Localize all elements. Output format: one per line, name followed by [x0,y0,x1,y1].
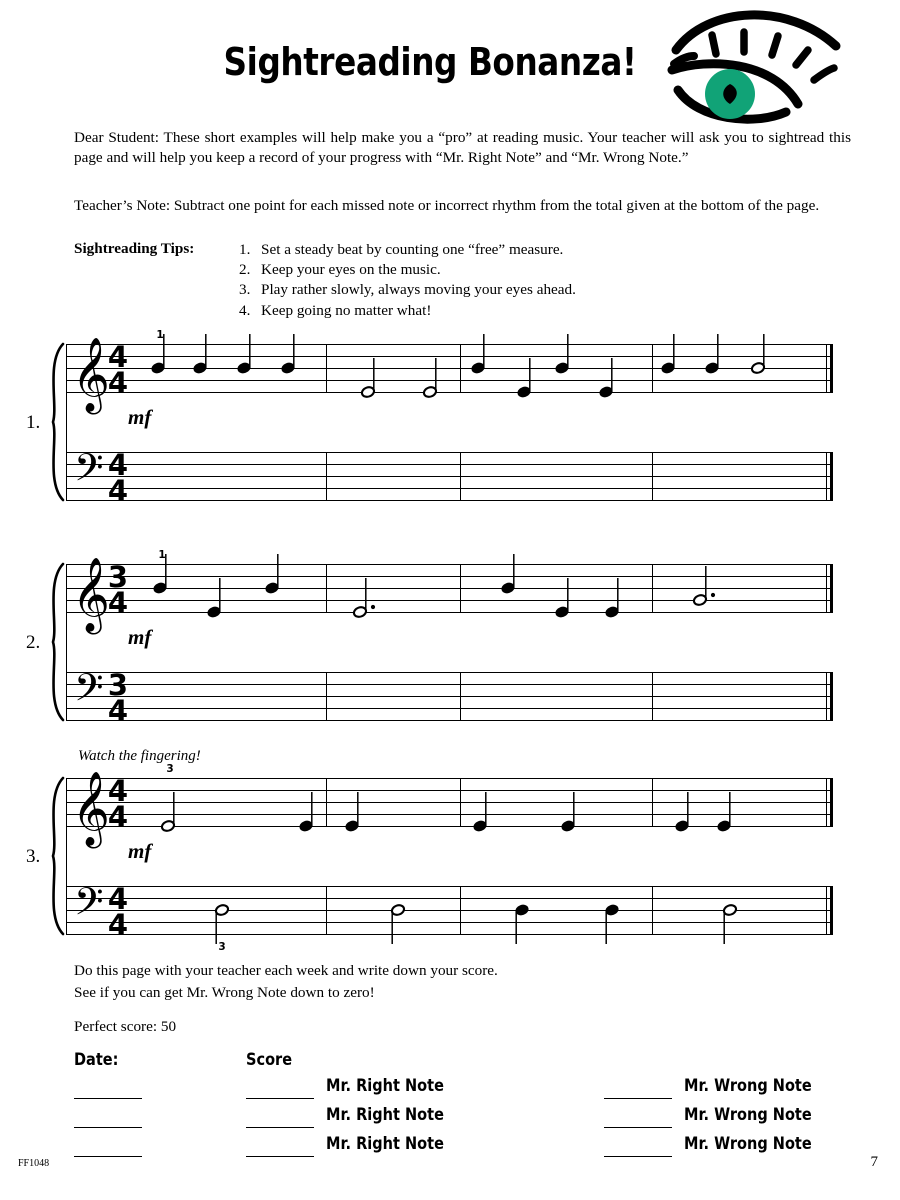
score-sheet-header [74,1050,864,1076]
date-blank[interactable] [74,1156,142,1157]
right-note-score-blank[interactable] [246,1127,314,1128]
right-note-score-blank[interactable] [246,1156,314,1157]
fingering-number-below: 3 [218,941,226,953]
treble-note [555,578,570,618]
augmentation-dot [711,593,715,597]
augmentation-dot [371,605,375,609]
system-number: 1. [26,412,41,433]
right-note-label: Mr. Right Note [326,1134,444,1153]
treble-clef-icon: 𝄞 [72,338,110,412]
bass-time-signature-denominator: 4 [107,474,129,508]
system-number: 2. [26,632,41,653]
treble-note [661,334,676,374]
closing-text [74,960,498,1003]
tips-item-text: Keep your eyes on the music. [261,261,441,279]
system-number: 3. [26,846,41,867]
treble-clef-icon: 𝄞 [72,772,110,846]
bass-time-signature-numerator: 3 [107,668,129,702]
intro-paragraph-2: Teacher’s Note: Subtract one point for each missed note or incorrect rhythm from the total given at the bottom of the page. [74,197,820,214]
tips-item-text: Set a steady beat by counting one “free” measure. [261,241,564,258]
music-system-1 [0,329,900,521]
score-rows [74,1076,864,1163]
wrong-note-score-blank[interactable] [604,1156,672,1157]
grand-staff-brace [53,564,63,720]
treble-note [501,554,516,594]
dynamic-marking: mf [128,405,152,429]
treble-note [281,334,296,374]
wrong-note-label: Mr. Wrong Note [684,1134,812,1153]
treble-note [599,358,614,398]
treble-note [193,334,208,374]
bass-clef-icon: 𝄢 [74,879,104,933]
tips-list [239,240,576,321]
music-system-2 [0,549,900,741]
tips-item-number: 4. [239,301,251,319]
wrong-note-score-blank[interactable] [604,1127,672,1128]
treble-time-signature-denominator: 4 [107,800,129,834]
treble-note [345,792,360,832]
score-row [74,1105,864,1134]
tips-item [239,280,576,300]
tips-item-number: 1. [239,241,251,258]
treble-note [161,792,176,832]
right-note-label: Mr. Right Note [326,1076,444,1095]
score-header: Score [246,1050,293,1069]
right-note-score-blank[interactable] [246,1098,314,1099]
treble-note [237,334,252,374]
dynamic-marking: mf [128,839,152,863]
bass-note [515,904,530,944]
bass-note [215,904,230,944]
treble-note [299,792,314,832]
tips-item-number: 3. [239,281,251,299]
tips-label: Sightreading Tips: [74,240,195,257]
bass-note [605,904,620,944]
treble-note [361,358,376,398]
treble-note [207,578,222,618]
treble-note [751,334,766,374]
music-system-3 [0,748,900,955]
page-number: 7 [870,1154,878,1170]
treble-note [717,792,732,832]
tips-item-text: Play rather slowly, always moving your eyes ahead. [261,281,576,299]
date-header: Date: [74,1050,119,1069]
wrong-note-label: Mr. Wrong Note [684,1076,812,1095]
treble-time-signature-denominator: 4 [107,586,129,620]
right-note-label: Mr. Right Note [326,1105,444,1124]
page-title: Sightreading Bonanza! [223,40,637,84]
closing-line-2: See if you can get Mr. Wrong Note down to zero! [74,983,375,1001]
grand-staff-brace [53,778,63,934]
bass-time-signature-numerator: 4 [107,448,129,482]
treble-note [705,334,720,374]
intro-paragraph-1: Dear Student: These short examples will help make you a “pro” at reading music. Your teacher will ask you to sightread this page and will help you keep a record of your progress with “Mr. Right Note” and “Mr. Wrong Note.” [74,129,851,166]
date-blank[interactable] [74,1127,142,1128]
treble-note [471,334,486,374]
perfect-score-text: Perfect score: 50 [74,1018,177,1035]
fingering-number-above: 1 [156,329,164,341]
fingering-number-above: 3 [166,763,174,775]
treble-note [423,358,438,398]
tips-item-text: Keep going no matter what! [261,301,432,319]
treble-note [473,792,488,832]
tips-item-number: 2. [239,261,251,279]
score-row [74,1076,864,1105]
bass-time-signature-denominator: 4 [107,694,129,728]
page-header [0,0,900,125]
grand-staff-brace [53,344,63,500]
treble-time-signature-numerator: 4 [107,774,129,808]
treble-note [675,792,690,832]
catalog-code: FF1048 [18,1158,50,1169]
treble-note [265,554,280,594]
treble-note [555,334,570,374]
treble-clef-icon: 𝄞 [72,558,110,632]
bass-time-signature-numerator: 4 [107,882,129,916]
bass-note [723,904,738,944]
wrong-note-score-blank[interactable] [604,1098,672,1099]
tips-item [239,260,576,280]
score-sheet [74,1050,864,1163]
page-footer [0,1154,900,1188]
treble-time-signature-numerator: 4 [107,340,129,374]
fingering-number-above: 1 [158,549,166,561]
treble-time-signature-denominator: 4 [107,366,129,400]
eye-icon [668,8,848,126]
closing-line-1: Do this page with your teacher each week and write down your score. [74,962,498,979]
tips-item [239,240,576,260]
bass-clef-icon: 𝄢 [74,665,104,719]
treble-note [605,578,620,618]
dynamic-marking: mf [128,625,152,649]
treble-note [517,358,532,398]
bass-time-signature-denominator: 4 [107,908,129,942]
bass-note [391,904,406,944]
bass-clef-icon: 𝄢 [74,445,104,499]
wrong-note-label: Mr. Wrong Note [684,1105,812,1124]
tips-item [239,301,576,321]
date-blank[interactable] [74,1098,142,1099]
treble-time-signature-numerator: 3 [107,560,129,594]
system-caption: Watch the fingering! [78,748,201,764]
treble-note [561,792,576,832]
